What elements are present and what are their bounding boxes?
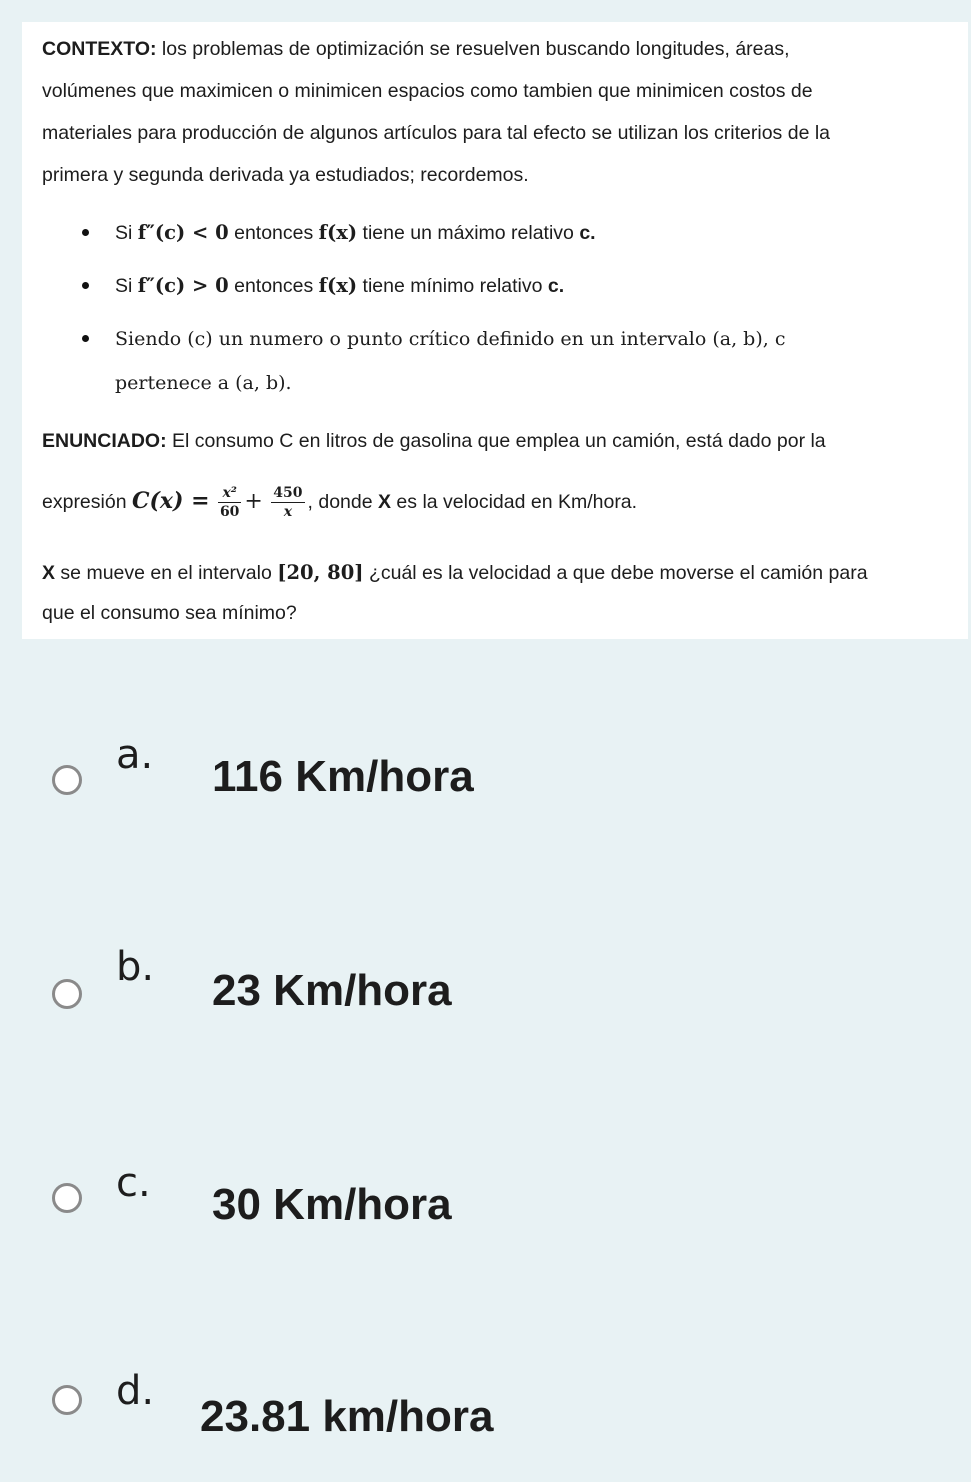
option-text[interactable]: 23.81 km/hora <box>200 1392 494 1441</box>
context-line-4: primera y segunda derivada ya estudiados; recordemos. <box>42 164 529 186</box>
option-letter: a. <box>116 732 154 778</box>
statement-line-1: ENUNCIADO: El consumo C en litros de gasolina que emplea un camión, está dado por la <box>42 430 826 452</box>
option-text[interactable]: 116 Km/hora <box>212 752 474 801</box>
radio-button-icon[interactable] <box>52 1183 82 1213</box>
option-a[interactable] <box>0 720 971 840</box>
statement-line-4: que el consumo sea mínimo? <box>42 602 297 624</box>
radio-button-icon[interactable] <box>52 979 82 1009</box>
bullet-icon <box>82 335 89 342</box>
option-letter: c. <box>116 1160 151 1206</box>
option-b[interactable] <box>0 932 971 1052</box>
context-line-2: volúmenes que maximicen o minimicen espacios como tambien que minimicen costos de <box>42 80 813 102</box>
bullet-icon <box>82 282 89 289</box>
radio-button-icon[interactable] <box>52 765 82 795</box>
fraction-x2-over-60: $\frac{\text{x²}}{60}$ <box>219 485 240 521</box>
radio-button-icon[interactable] <box>52 1385 82 1415</box>
context-line-1: CONTEXTO: los problemas de optimización se resuelven buscando longitudes, áreas, <box>42 38 790 60</box>
statement-expression: expresión C(x) = $\frac{\text{x²}}{60}$ + $\frac{450}{x}$ , donde X es la velocidad en Km/hora. <box>42 485 638 521</box>
question-card: CONTEXTO: los problemas de optimización se resuelven buscando longitudes, áreas, volúmenes que maximicen o minimicen espacios como tambien que minimicen costos de materiales para producción de algunos artículos para tal efecto se utilizan los criterios de la primera y segunda derivada ya estudiados; recordemos. Si f″(c) < 0 entonces f(x) tiene un máximo relativo c. Si f″(c) > 0 entonces f(x) tiene mínimo relativo c. Siendo (c) un numero o punto crítico definido en un intervalo (a, b), c pertenece a (a, b). ENUNCIADO: El consumo C en litros de gasolina que emplea un camión, está dado por la expresión C(x) = $\frac{\text{x²}}{60}$ + $\frac{450}{x}$ , donde X es la velocidad en Km/hora. X se mueve en el intervalo [20, 80] ¿cuál es la velocidad a que debe moverse el camión para que el consumo sea mínimo? <box>22 22 968 639</box>
option-text[interactable]: 23 Km/hora <box>212 966 452 1015</box>
option-d[interactable] <box>0 1362 971 1482</box>
context-line-3: materiales para producción de algunos artículos para tal efecto se utilizan los criterios de la <box>42 122 831 144</box>
context-label: CONTEXTO: <box>42 38 157 60</box>
statement-label: ENUNCIADO: <box>42 430 167 452</box>
fraction-450-over-x: $\frac{450}{x}$ <box>273 485 303 521</box>
option-letter: d. <box>116 1368 155 1414</box>
option-letter: b. <box>116 944 155 990</box>
bullet-icon <box>82 229 89 236</box>
statement-line-3: X se mueve en el intervalo [20, 80] ¿cuál es la velocidad a que debe moverse el camión para <box>42 561 868 584</box>
option-text[interactable]: 30 Km/hora <box>212 1180 452 1229</box>
option-c[interactable] <box>0 1150 971 1270</box>
